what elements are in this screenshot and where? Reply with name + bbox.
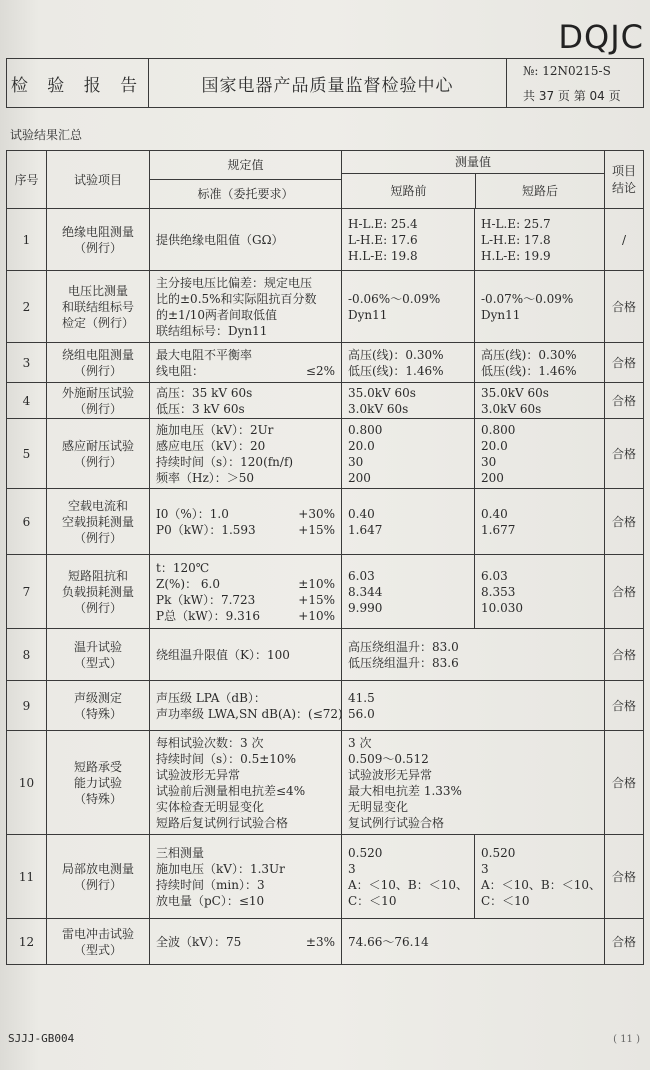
spec-line xyxy=(156,506,335,522)
cell-line: 高压绕组温升：83.0 xyxy=(348,639,459,654)
cell-line: H.L-E: 19.9 xyxy=(481,248,551,263)
test-item-line: 温升试验 xyxy=(73,639,122,654)
test-item xyxy=(47,681,150,730)
test-item-line: 电压比测量 xyxy=(67,283,128,298)
spec-line xyxy=(156,751,335,767)
spec-tolerance: +10% xyxy=(298,608,335,623)
spec-subtitle: 标准（委托要求） xyxy=(150,179,341,208)
test-item-line: 和联结组标号 xyxy=(61,299,134,314)
test-item-text xyxy=(62,283,134,331)
test-item-line: 绝缘电阻测量 xyxy=(61,224,134,239)
row-number: 5 xyxy=(7,419,47,488)
table-row xyxy=(7,489,643,555)
spec-tolerance: +30% xyxy=(298,506,335,521)
spec-line xyxy=(156,799,335,815)
test-item-text xyxy=(62,861,134,893)
table-row xyxy=(7,681,643,731)
measured-value xyxy=(342,731,605,834)
cell-line: 30 xyxy=(481,454,497,469)
report-header xyxy=(6,58,644,108)
report-number: №: 12N0215-S xyxy=(523,64,611,78)
item-conclusion: 合格 xyxy=(611,934,636,949)
cell-line: L-H.E: 17.6 xyxy=(348,232,418,247)
test-item-text xyxy=(74,639,122,671)
row-number: 10 xyxy=(7,731,47,834)
spec-text: 主分接电压比偏差：规定电压 xyxy=(156,275,313,290)
test-item-line: （例行） xyxy=(73,240,122,255)
spec-line xyxy=(156,307,335,323)
table-row xyxy=(7,383,643,419)
spec-text: 比的±0.5%和实际阻抗百分数 xyxy=(156,291,317,306)
spec-line xyxy=(156,347,335,363)
table-row xyxy=(7,731,643,835)
cell-line: 35.0kV 60s xyxy=(348,385,416,400)
spec-value xyxy=(150,343,342,382)
cell-line: 3.0kV 60s xyxy=(348,401,409,416)
table-row xyxy=(7,629,643,681)
spec-text: 频率（Hz）：＞50 xyxy=(156,470,255,485)
spec-text: 感应电压（kV）：20 xyxy=(156,438,266,453)
spec-line xyxy=(156,275,335,291)
row-number: 6 xyxy=(7,489,47,554)
spec-text: 声功率级 LWA,SN dB(A)：(≤72) xyxy=(156,706,343,721)
cell-line: 41.5 xyxy=(348,690,375,705)
spec-line xyxy=(156,560,335,576)
test-item-line: 局部放电测量 xyxy=(61,861,134,876)
spec-line xyxy=(156,767,335,783)
cell-line: C：＜10 xyxy=(481,893,530,908)
test-item xyxy=(47,271,150,342)
measured-before xyxy=(342,383,475,418)
test-item xyxy=(47,919,150,964)
spec-text: 绕组温升限值（K）：100 xyxy=(156,647,290,662)
cell-line: C：＜10 xyxy=(348,893,397,908)
spec-text: 试验前后测量相电抗差≤4% xyxy=(156,783,306,798)
test-item-text xyxy=(62,926,134,958)
spec-text: I0（%）：1.0 xyxy=(156,506,229,521)
cell-line: 6.03 xyxy=(481,568,508,583)
test-item xyxy=(47,489,150,554)
spec-value xyxy=(150,489,342,554)
cell-line: H-L.E: 25.4 xyxy=(348,216,418,231)
test-item-line: （例行） xyxy=(73,401,122,416)
spec-text: 放电量（pC）：≤10 xyxy=(156,893,265,908)
measured-value xyxy=(342,919,605,964)
row-number: 9 xyxy=(7,681,47,730)
item-conclusion: 合格 xyxy=(611,775,636,790)
measured-before xyxy=(342,419,475,488)
spec-line xyxy=(156,706,343,722)
spec-text: 持续时间（s）：120(fn/f) xyxy=(156,454,294,469)
spec-title: 规定值 xyxy=(227,158,264,172)
spec-line xyxy=(156,815,335,831)
spec-line xyxy=(156,522,335,538)
cell-line: 1.647 xyxy=(348,522,383,537)
spec-text: 短路后复试例行试验合格 xyxy=(156,815,289,830)
cell-line: -0.06%～0.09% xyxy=(348,291,441,306)
before-header: 短路前 xyxy=(342,174,476,208)
item-conclusion: 合格 xyxy=(611,299,636,314)
spec-text: 声压级 LPA（dB）： xyxy=(156,690,266,705)
col-result-header: 项目结论 xyxy=(611,163,636,195)
row-number: 3 xyxy=(7,343,47,382)
test-item-text xyxy=(62,385,134,417)
item-conclusion: 合格 xyxy=(611,698,636,713)
row-number: 2 xyxy=(7,271,47,342)
table-row xyxy=(7,555,643,629)
cell-line: 无明显变化 xyxy=(348,799,409,814)
test-item-text xyxy=(74,759,122,807)
cell-line: 200 xyxy=(481,470,504,485)
test-item-line: 空载损耗测量 xyxy=(61,514,134,529)
spec-tolerance: ≤2% xyxy=(305,363,335,378)
row-number: 1 xyxy=(7,209,47,270)
cell-line: 20.0 xyxy=(348,438,375,453)
test-item-line: 短路承受 xyxy=(73,759,122,774)
cell-line: L-H.E: 17.8 xyxy=(481,232,551,247)
test-item-text xyxy=(62,498,134,546)
spec-line xyxy=(156,861,335,877)
spec-line xyxy=(156,893,335,909)
spec-text: 试验波形无异常 xyxy=(156,767,241,782)
results-table xyxy=(6,150,644,965)
spec-line xyxy=(156,422,335,438)
item-conclusion: 合格 xyxy=(611,514,636,529)
cell-line: 0.800 xyxy=(481,422,516,437)
col-measured-header xyxy=(342,151,605,208)
spec-text: 施加电压（kV）：2Ur xyxy=(156,422,274,437)
row-number: 8 xyxy=(7,629,47,680)
measured-before xyxy=(342,835,475,918)
table-header-row xyxy=(7,151,643,209)
brand-mark: DQJC xyxy=(558,18,644,56)
spec-line xyxy=(156,363,335,379)
cell-line: H.L-E: 19.8 xyxy=(348,248,418,263)
cell-line: 3 xyxy=(481,861,489,876)
test-item-line: （例行） xyxy=(73,600,122,615)
test-item-line: （特殊） xyxy=(73,791,122,806)
spec-text: 低压：3 kV 60s xyxy=(156,401,245,416)
spec-text: Z(%)： 6.0 xyxy=(156,576,221,591)
spec-line xyxy=(156,438,335,454)
test-item xyxy=(47,629,150,680)
col-spec-header xyxy=(150,151,342,208)
spec-value xyxy=(150,209,342,270)
spec-value xyxy=(150,629,342,680)
test-item xyxy=(47,343,150,382)
spec-value xyxy=(150,681,342,730)
row-number: 11 xyxy=(7,835,47,918)
cell-line: A：＜10、B：＜10、 xyxy=(348,877,469,892)
spec-line xyxy=(156,401,335,417)
spec-text: 施加电压（kV）：1.3Ur xyxy=(156,861,285,876)
spec-text: Pk（kW）：7.723 xyxy=(156,592,256,607)
spec-text: 三相测量 xyxy=(156,845,205,860)
item-conclusion: 合格 xyxy=(611,869,636,884)
cell-line: A：＜10、B：＜10、 xyxy=(481,877,602,892)
test-item xyxy=(47,835,150,918)
col-no-header: 序号 xyxy=(7,151,47,208)
cell-line: 0.520 xyxy=(481,845,516,860)
spec-line xyxy=(156,845,335,861)
spec-text: 实体检查无明显变化 xyxy=(156,799,265,814)
measured-after xyxy=(475,343,605,382)
test-item xyxy=(47,419,150,488)
spec-line xyxy=(156,323,335,339)
test-item-text xyxy=(62,438,134,470)
item-conclusion: 合格 xyxy=(611,584,636,599)
test-item-line: 能力试验 xyxy=(73,775,122,790)
cell-line: 低压绕组温升：83.6 xyxy=(348,655,459,670)
test-item-line: （例行） xyxy=(73,363,122,378)
cell-line: 1.677 xyxy=(481,522,516,537)
test-item-line: 空载电流和 xyxy=(67,498,128,513)
spec-line xyxy=(156,608,335,624)
spec-line xyxy=(156,592,335,608)
spec-line xyxy=(156,576,335,592)
item-conclusion: 合格 xyxy=(611,355,636,370)
table-row xyxy=(7,835,643,919)
spec-text: P0（kW）：1.593 xyxy=(156,522,256,537)
test-item xyxy=(47,731,150,834)
test-item xyxy=(47,383,150,418)
test-item-line: 雷电冲击试验 xyxy=(61,926,134,941)
cell-line: 9.990 xyxy=(348,600,383,615)
spec-text: 线电阻： xyxy=(156,363,205,378)
measured-before xyxy=(342,209,475,270)
test-item-text xyxy=(62,568,134,616)
section-title: 试验结果汇总 xyxy=(10,128,83,142)
spec-value xyxy=(150,835,342,918)
spec-line xyxy=(156,783,335,799)
spec-value xyxy=(150,555,342,628)
cell-line: 56.0 xyxy=(348,706,375,721)
cell-line: 10.030 xyxy=(481,600,523,615)
cell-line: -0.07%～0.09% xyxy=(481,291,574,306)
test-item-line: 外施耐压试验 xyxy=(61,385,134,400)
center-name: 国家电器产品质量监督检验中心 xyxy=(149,59,507,107)
measured-after xyxy=(475,209,605,270)
cell-line: 74.66～76.14 xyxy=(348,934,429,949)
spec-text: 持续时间（min）：3 xyxy=(156,877,265,892)
cell-line: H-L.E: 25.7 xyxy=(481,216,551,231)
measured-after xyxy=(475,555,605,628)
measured-before xyxy=(342,489,475,554)
spec-line xyxy=(156,291,335,307)
table-row xyxy=(7,419,643,489)
col-item-header: 试验项目 xyxy=(47,151,150,208)
table-row xyxy=(7,209,643,271)
test-item xyxy=(47,209,150,270)
cell-line: 低压(线)：1.46% xyxy=(348,363,444,378)
spec-value xyxy=(150,271,342,342)
item-conclusion: / xyxy=(621,232,627,247)
spec-line xyxy=(156,647,335,663)
cell-line: 高压(线)：0.30% xyxy=(348,347,444,362)
table-row xyxy=(7,919,643,965)
spec-text: 每相试验次数：3 次 xyxy=(156,735,264,750)
measured-after xyxy=(475,835,605,918)
row-number: 12 xyxy=(7,919,47,964)
measured-value xyxy=(342,629,605,680)
spec-line xyxy=(156,934,335,950)
report-type: 检 验 报 告 xyxy=(7,59,149,107)
cell-line: 复试例行试验合格 xyxy=(348,815,445,830)
item-conclusion: 合格 xyxy=(611,647,636,662)
test-item-line: 感应耐压试验 xyxy=(61,438,134,453)
cell-line: Dyn11 xyxy=(348,307,388,322)
spec-tolerance: ±10% xyxy=(298,576,335,591)
test-item-line: 负载损耗测量 xyxy=(61,584,134,599)
test-item-line: 声级测定 xyxy=(73,690,122,705)
cell-line: 20.0 xyxy=(481,438,508,453)
table-row xyxy=(7,271,643,343)
spec-text: 持续时间（s）：0.5±10% xyxy=(156,751,296,766)
spec-tolerance: +15% xyxy=(298,522,335,537)
item-conclusion: 合格 xyxy=(611,446,636,461)
test-item xyxy=(47,555,150,628)
test-item-text xyxy=(62,224,134,256)
spec-text: 高压：35 kV 60s xyxy=(156,385,253,400)
spec-value xyxy=(150,383,342,418)
spec-text: 全波（kV）：75 xyxy=(156,934,242,949)
measured-after xyxy=(475,489,605,554)
test-item-text xyxy=(62,347,134,379)
cell-line: Dyn11 xyxy=(481,307,521,322)
test-item-line: （型式） xyxy=(73,942,122,957)
cell-line: 0.509～0.512 xyxy=(348,751,429,766)
cell-line: 8.344 xyxy=(348,584,383,599)
cell-line: 最大相电抗差 1.33% xyxy=(348,783,462,798)
spec-text: 提供绝缘电阻值（GΩ） xyxy=(156,232,284,247)
spec-tolerance: ±3% xyxy=(305,934,335,949)
measured-after xyxy=(475,419,605,488)
test-item-line: 短路阻抗和 xyxy=(67,568,128,583)
cell-line: 8.353 xyxy=(481,584,516,599)
cell-line: 35.0kV 60s xyxy=(481,385,549,400)
cell-line: 30 xyxy=(348,454,364,469)
measured-after xyxy=(475,271,605,342)
spec-line xyxy=(156,454,335,470)
table-row xyxy=(7,343,643,383)
cell-line: 低压(线)：1.46% xyxy=(481,363,577,378)
spec-line xyxy=(156,385,335,401)
after-header: 短路后 xyxy=(521,184,558,198)
row-number: 4 xyxy=(7,383,47,418)
cell-line: 0.800 xyxy=(348,422,383,437)
cell-line: 6.03 xyxy=(348,568,375,583)
measured-after xyxy=(475,383,605,418)
test-item-line: 绕组电阻测量 xyxy=(61,347,134,362)
cell-line: 高压(线)：0.30% xyxy=(481,347,577,362)
test-item-line: （例行） xyxy=(73,454,122,469)
spec-value xyxy=(150,419,342,488)
measured-title: 测量值 xyxy=(342,151,604,174)
page-mark: ( 11 ) xyxy=(613,1034,640,1045)
item-conclusion: 合格 xyxy=(611,393,636,408)
cell-line: 3 次 xyxy=(348,735,372,750)
test-item-line: （型式） xyxy=(73,655,122,670)
measured-before xyxy=(342,271,475,342)
spec-line xyxy=(156,232,335,248)
spec-value xyxy=(150,919,342,964)
spec-text: 的±1/10两者间取低值 xyxy=(156,307,278,322)
measured-value xyxy=(342,681,605,730)
test-item-line: （例行） xyxy=(73,877,122,892)
cell-line: 3 xyxy=(348,861,356,876)
report-meta xyxy=(507,59,643,107)
cell-line: 0.520 xyxy=(348,845,383,860)
spec-text: P总（kW）：9.316 xyxy=(156,608,261,623)
test-item-line: （例行） xyxy=(73,530,122,545)
page-count: 共 37 页 第 04 页 xyxy=(523,88,621,103)
measured-before xyxy=(342,343,475,382)
cell-line: 试验波形无异常 xyxy=(348,767,433,782)
form-code: SJJJ-GB004 xyxy=(8,1032,75,1045)
cell-line: 0.40 xyxy=(348,506,375,521)
cell-line: 200 xyxy=(348,470,371,485)
spec-text: 最大电阻不平衡率 xyxy=(156,347,253,362)
measured-before xyxy=(342,555,475,628)
spec-value xyxy=(150,731,342,834)
spec-text: 联结组标号：Dyn11 xyxy=(156,323,268,338)
test-item-line: （特殊） xyxy=(73,706,122,721)
spec-line xyxy=(156,877,335,893)
test-item-line: 检定（例行） xyxy=(61,315,134,330)
spec-line xyxy=(156,470,335,486)
spec-text: t：120℃ xyxy=(156,560,210,575)
spec-line xyxy=(156,690,335,706)
spec-tolerance: +15% xyxy=(298,592,335,607)
cell-line: 3.0kV 60s xyxy=(481,401,542,416)
spec-line xyxy=(156,735,335,751)
test-item-text xyxy=(74,690,122,722)
cell-line: 0.40 xyxy=(481,506,508,521)
row-number: 7 xyxy=(7,555,47,628)
